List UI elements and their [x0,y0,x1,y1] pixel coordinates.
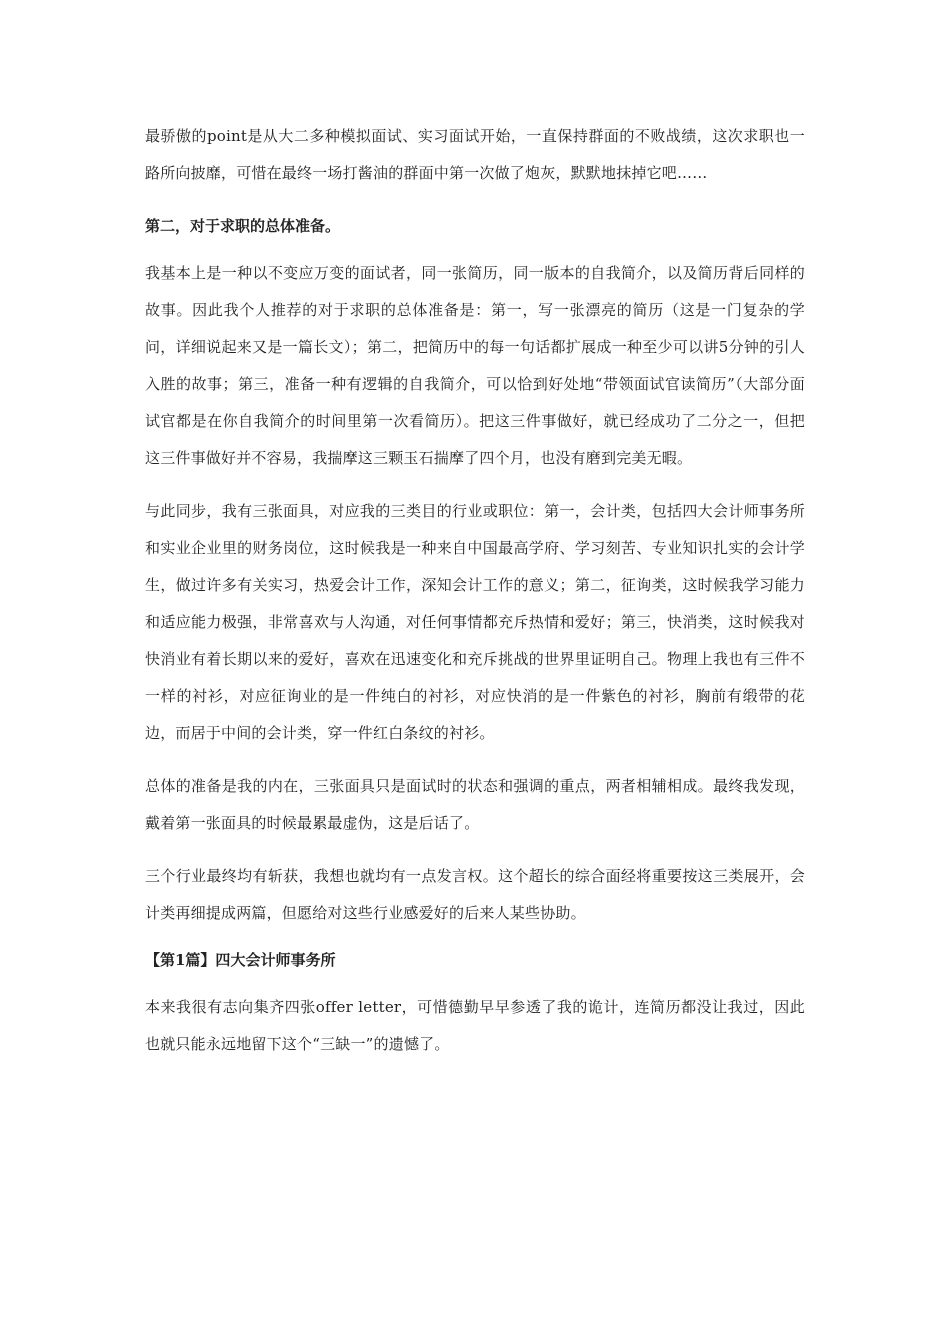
paragraph-intro-point: 最骄傲的point是从大二多种模拟面试、实习面试开始，一直保持群面的不败战绩，这次求职也一路所向披靡，可惜在最终一场打酱油的群面中第一次做了炮灰，默默地抹掉它吧…… [145,127,805,182]
document-body [145,118,805,1063]
paragraph-offer-letters: 本来我很有志向集齐四张offer letter，可惜德勤早早参透了我的诡计，连简历都没让我过，因此也就只能永远地留下这个“三缺一”的遗憾了。 [145,998,805,1053]
section-heading-big-four: 【第1篇】四大会计师事务所 [145,951,336,969]
paragraph-overall-preparation: 我基本上是一种以不变应万变的面试者，同一张简历，同一版本的自我简介，以及简历背后同样的故事。因此我个人推荐的对于求职的总体准备是：第一，写一张漂亮的简历（这是一门复杂的学问，详细说起来又是一篇长文）；第二，把简历中的每一句话都扩展成一种至少可以讲5分钟的引人入胜的故事；第三，准备一种有逻辑的自我简介，可以恰到好处地“带领面试官读简历”（大部分面试官都是在你自我简介的时间里第一次看简历）。把这三件事做好，就已经成功了二分之一，但把这三件事做好并不容易，我揣摩这三颗玉石揣摩了四个月，也没有磨到完美无暇。 [145,264,805,467]
paragraph-three-industries: 三个行业最终均有斩获，我想也就均有一点发言权。这个超长的综合面经将重要按这三类展开，会计类再细提成两篇，但愿给对这些行业感爱好的后来人某些协助。 [145,867,805,922]
section-heading-preparation: 第二，对于求职的总体准备。 [145,217,341,235]
paragraph-three-masks: 与此同步，我有三张面具，对应我的三类目的行业或职位：第一，会计类，包括四大会计师事务所和实业企业里的财务岗位，这时候我是一种来自中国最高学府、学习刻苦、专业知识扎实的会计学生，做过许多有关实习，热爱会计工作，深知会计工作的意义；第二，征询类，这时候我学习能力和适应能力极强，非常喜欢与人沟通，对任何事情都充斥热情和爱好；第三，快消类，这时候我对快消业有着长期以来的爱好，喜欢在迅速变化和充斥挑战的世界里证明自己。物理上我也有三件不一样的衬衫，对应征询业的是一件纯白的衬衫，对应快消的是一件紫色的衬衫，胸前有缎带的花边，而居于中间的会计类，穿一件红白条纹的衬衫。 [145,502,805,742]
paragraph-inner-preparation: 总体的准备是我的内在，三张面具只是面试时的状态和强调的重点，两者相辅相成。最终我发现，戴着第一张面具的时候最累最虚伪，这是后话了。 [145,777,805,832]
